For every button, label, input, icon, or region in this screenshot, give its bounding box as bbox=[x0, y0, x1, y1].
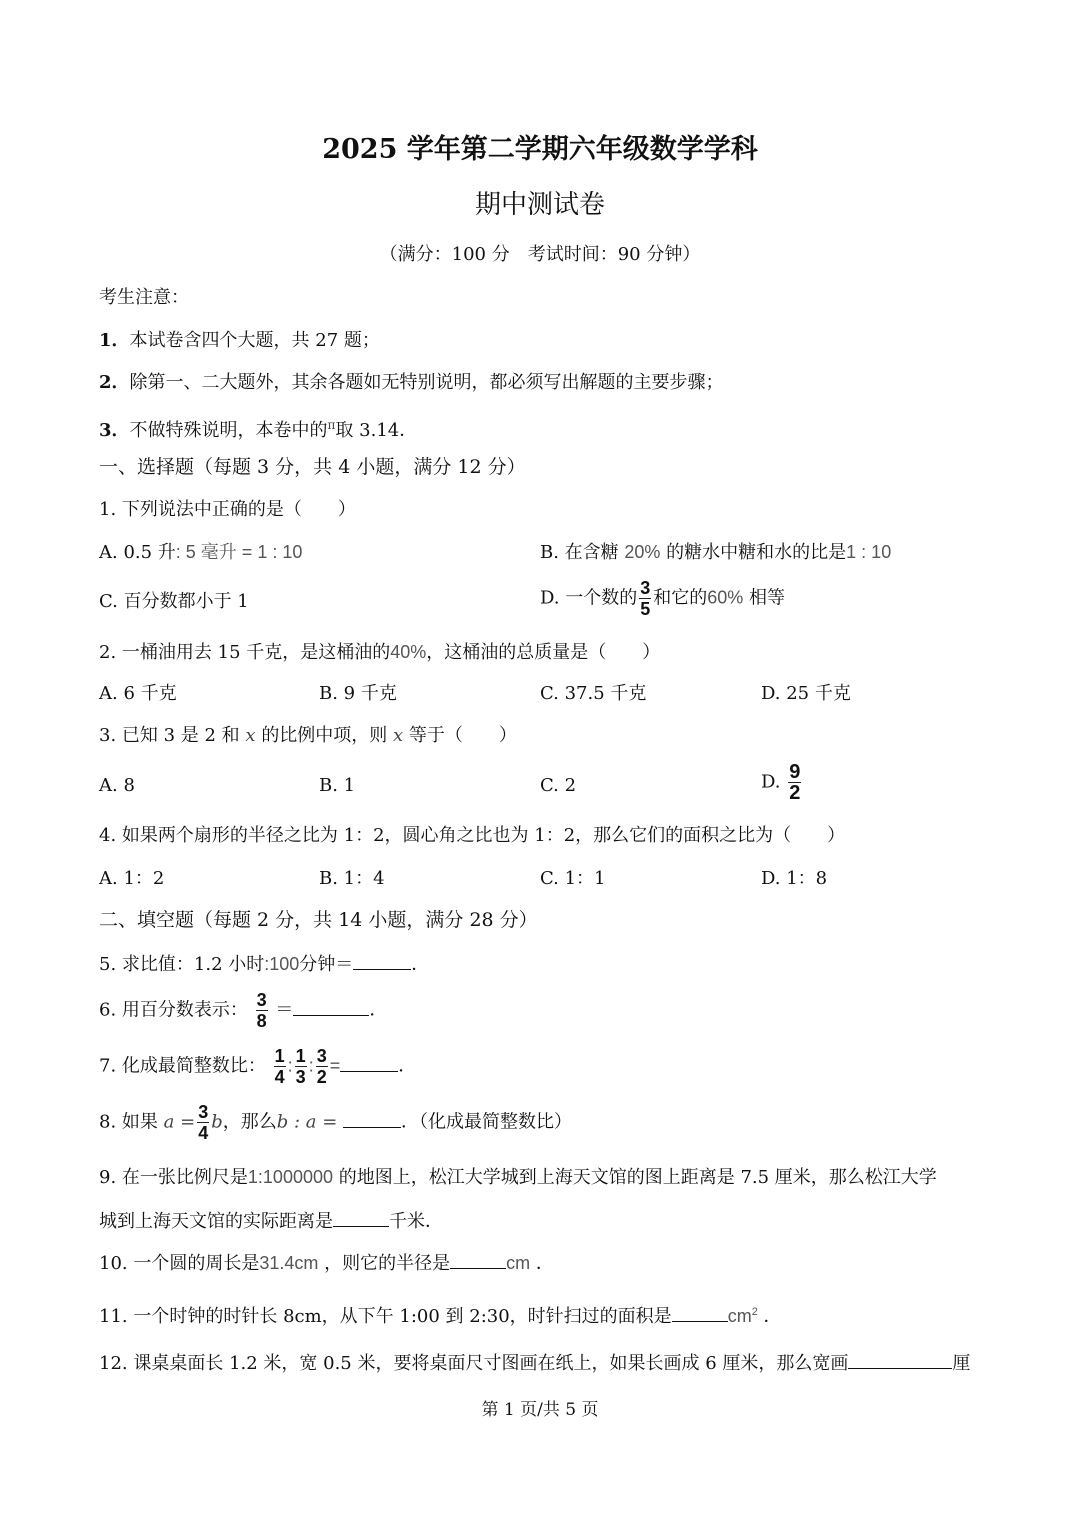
fraction: $\frac{3}{2}$ bbox=[316, 1046, 327, 1087]
section1-heading: 一、选择题（每题 3 分，共 4 小题，满分 12 分） bbox=[99, 456, 526, 478]
q4-stem: 4. 如果两个扇形的半径之比为 1：2，圆心角之比也为 1：2，那么它们的面积之比为（ ） bbox=[99, 825, 846, 846]
q2-option-a: A. 6 千克 bbox=[99, 683, 177, 704]
q7: 7. 化成最简整数比： $\frac{1}{4}$ : $\frac{1}{3}$ : $\frac{3}{2}$ = ． bbox=[99, 1046, 417, 1087]
q1-option-b: B. 在含糖 20% 的糖水中糖和水的比是1 : 10 bbox=[540, 542, 892, 563]
q4-option-d: D. 1：8 bbox=[761, 868, 828, 889]
q11: 11. 一个时钟的时针长 8cm，从下午 1:00 到 2:30，时针扫过的面积是 $cm^2$ ． bbox=[99, 1300, 782, 1329]
q4-option-b: B. 1：4 bbox=[319, 868, 385, 889]
q12: 12. 课桌桌面长 1.2 米，宽 0.5 米，要将桌面尺寸图画在纸上，如果长画成 6 厘米，那么宽画 厘 bbox=[99, 1350, 970, 1376]
notice-item-1: 1．本试卷含四个大题，共 27 题； bbox=[99, 330, 380, 351]
answer-blank[interactable] bbox=[450, 1250, 506, 1269]
q8: 8. 如果 a = $\frac{3}{4}$ b，那么b : a = ．（化成最简整数比） bbox=[99, 1102, 573, 1143]
q2-stem: 2. 一桶油用去 15 千克，是这桶油的40%，这桶油的总质量是（ ） bbox=[99, 642, 661, 663]
q4-option-c: C. 1：1 bbox=[540, 868, 606, 889]
answer-blank[interactable] bbox=[848, 1350, 952, 1369]
q3-option-c: C. 2 bbox=[540, 775, 577, 796]
q5: 5. 求比值：1.2 小时:100分钟＝ ． bbox=[99, 951, 429, 977]
answer-blank[interactable] bbox=[293, 997, 369, 1016]
q1-option-d: D. 一个数的 $\frac{3}{5}$ 和它的60% 相等 bbox=[540, 578, 786, 619]
exam-meta: （满分：100 分 考试时间：90 分钟） bbox=[379, 244, 701, 265]
fraction: $\frac{9}{2}$ bbox=[789, 761, 801, 804]
q2-option-d: D. 25 千克 bbox=[761, 683, 851, 704]
answer-blank[interactable] bbox=[340, 1053, 398, 1072]
page-footer: 第 1 页/共 5 页 bbox=[481, 1400, 599, 1420]
q1-option-c: C. 百分数都小于 1 bbox=[99, 591, 249, 612]
answer-blank[interactable] bbox=[672, 1303, 728, 1322]
notice-item-2: 2．除第一、二大题外，其余各题如无特别说明，都必须写出解题的主要步骤； bbox=[99, 372, 724, 393]
answer-blank[interactable] bbox=[333, 1208, 389, 1227]
q10: 10. 一个圆的周长是31.4cm ，则它的半径是 cm ． bbox=[99, 1250, 554, 1276]
notice-item-3: 3．不做特殊说明，本卷中的$^\pi$取 3.14． bbox=[99, 418, 418, 441]
q3-stem: 3. 已知 3 是 2 和 x 的比例中项，则 x 等于（ ） bbox=[99, 725, 517, 746]
fraction: $\frac{3}{5}$ bbox=[640, 578, 651, 619]
q3-option-b: B. 1 bbox=[319, 775, 356, 796]
section2-heading: 二、填空题（每题 2 分，共 14 小题，满分 28 分） bbox=[99, 909, 538, 931]
q6: 6. 用百分数表示： $\frac{3}{8}$ ＝ ． bbox=[99, 990, 388, 1031]
q4-option-a: A. 1：2 bbox=[99, 868, 165, 889]
answer-blank[interactable] bbox=[353, 951, 411, 970]
q2-option-c: C. 37.5 千克 bbox=[540, 683, 647, 704]
q9: 9. 在一张比例尺是1:1000000 的地图上，松江大学城到上海天文馆的图上距离是 7.5 厘米，那么松江大学 bbox=[99, 1167, 937, 1188]
q3-option-a: A. 8 bbox=[99, 775, 135, 796]
fraction: $\frac{1}{4}$ bbox=[274, 1046, 285, 1087]
answer-blank[interactable] bbox=[343, 1109, 401, 1128]
notice-label: 考生注意： bbox=[99, 287, 189, 308]
fraction: $\frac{3}{8}$ bbox=[256, 990, 267, 1031]
exam-subtitle: 期中测试卷 bbox=[474, 190, 605, 220]
q2-option-b: B. 9 千克 bbox=[319, 683, 397, 704]
q1-option-a: A. 0.5 升: 5 毫升 = 1 : 10 bbox=[99, 542, 303, 563]
exam-title: 2025 学年第二学期六年级数学学科 bbox=[322, 134, 758, 165]
fraction: $\frac{1}{3}$ bbox=[295, 1046, 306, 1087]
q9-line-2: 城到上海天文馆的实际距离是 千米． bbox=[99, 1208, 443, 1234]
q3-option-d: D. $\frac{9}{2}$ bbox=[761, 761, 801, 804]
q1-stem: 1. 下列说法中正确的是（ ） bbox=[99, 499, 356, 520]
pi-symbol: π bbox=[327, 418, 336, 432]
fraction: $\frac{3}{4}$ bbox=[198, 1102, 209, 1143]
